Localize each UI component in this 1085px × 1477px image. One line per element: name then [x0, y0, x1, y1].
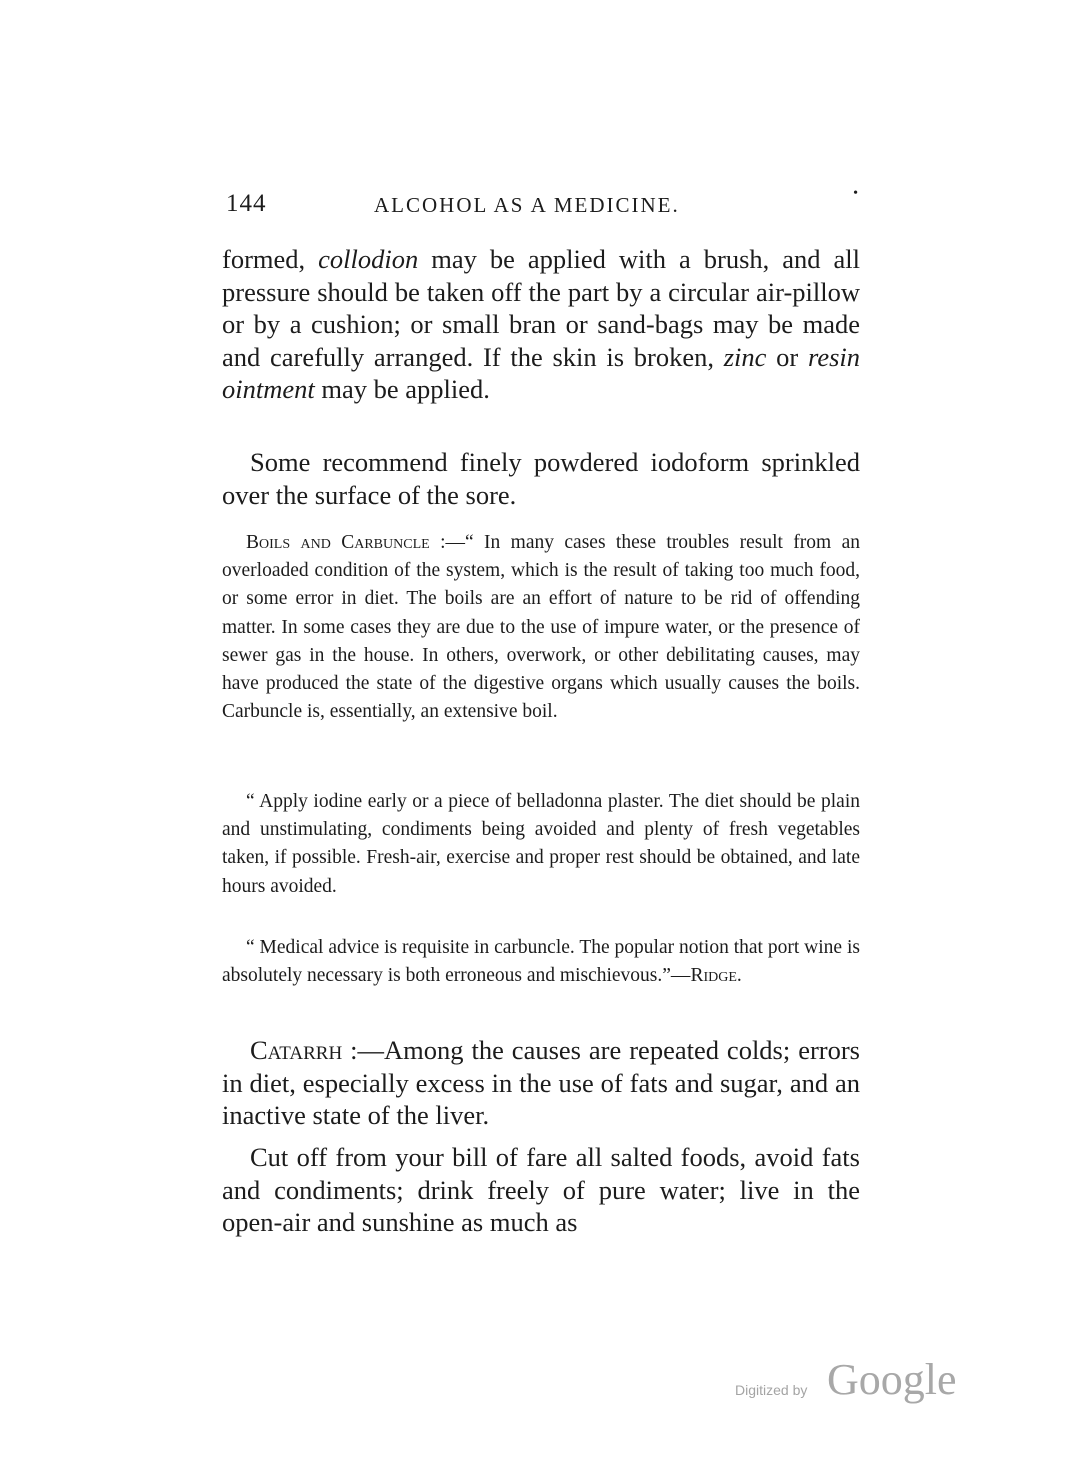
paragraph-catarrh [222, 1034, 860, 1132]
section-heading-boils: Boils and Carbuncle [246, 532, 430, 553]
text-segment: or [776, 341, 799, 372]
page-header [226, 186, 862, 224]
margin-mark: • [853, 186, 858, 201]
paragraph-boils-advice [222, 934, 860, 990]
running-title: ALCOHOL AS A MEDICINE. [374, 193, 680, 217]
text-segment: may be applied with a brush, and all pressure should be taken off the part by a circular air-pillow or by a cushion; or small bran or sand-bags may be made and carefully arranged. If the skin is broken, [222, 244, 861, 372]
paragraph-iodoform: Some recommend finely powdered iodoform sprinkled over the surface of the sore. [222, 447, 860, 510]
paragraph-collodion [222, 243, 860, 406]
google-logo: Google [827, 1355, 957, 1404]
text-segment: :—“ In many cases these troubles result from an overloaded condition of the system, which is the result of taking too much food, or some error in diet. The boils are an effort of nature to be rid of offending matter. In some cases they are due to the use of impure water, or the presence of sewer gas in the house. In others, overwork, or other debilitating causes, may have produced the state of the digestive organs which usually causes the boils. Carbuncle is, essentially, an extensive boil. [222, 532, 860, 723]
paragraph-diet-advice: Cut off from your bill of fare all salted foods, avoid fats and condiments; drink freely of pure water; live in the open-air and sunshine as much as [222, 1142, 860, 1237]
italic-term-collodion: collodion [318, 244, 419, 274]
text-segment: formed, [222, 244, 306, 274]
text-segment: “ Medical advice is requisite in carbuncle. The popular notion that port wine is absolutely necessary is both erroneous and mischievous.”— [222, 937, 860, 987]
watermark-small-text: Digitized by [735, 1382, 808, 1398]
italic-term-zinc: zinc [723, 341, 767, 372]
text-segment: :—Among the causes are repeated colds; errors in diet, especially excess in the use of fats and sugar, and an inactive state of the liver. [222, 1035, 860, 1130]
digitized-by-google-watermark [735, 1355, 965, 1410]
paragraph-boils [222, 529, 860, 726]
text-segment: . [736, 965, 742, 987]
paragraph-boils-treatment: “ Apply iodine early or a piece of belladonna plaster. The diet should be plain and unstimulating, condiments being avoided and plenty of fresh vegetables taken, if possible. Fresh-air, exercise and proper rest should be obtained, and late hours avoided. [222, 791, 860, 897]
text-segment: may be applied. [321, 374, 490, 404]
author-ridge: Ridge [690, 965, 737, 987]
page-number: 144 [226, 190, 267, 217]
section-heading-catarrh: Catarrh [250, 1035, 343, 1065]
italic-term-resin-ointment: resin ointment [222, 341, 861, 404]
